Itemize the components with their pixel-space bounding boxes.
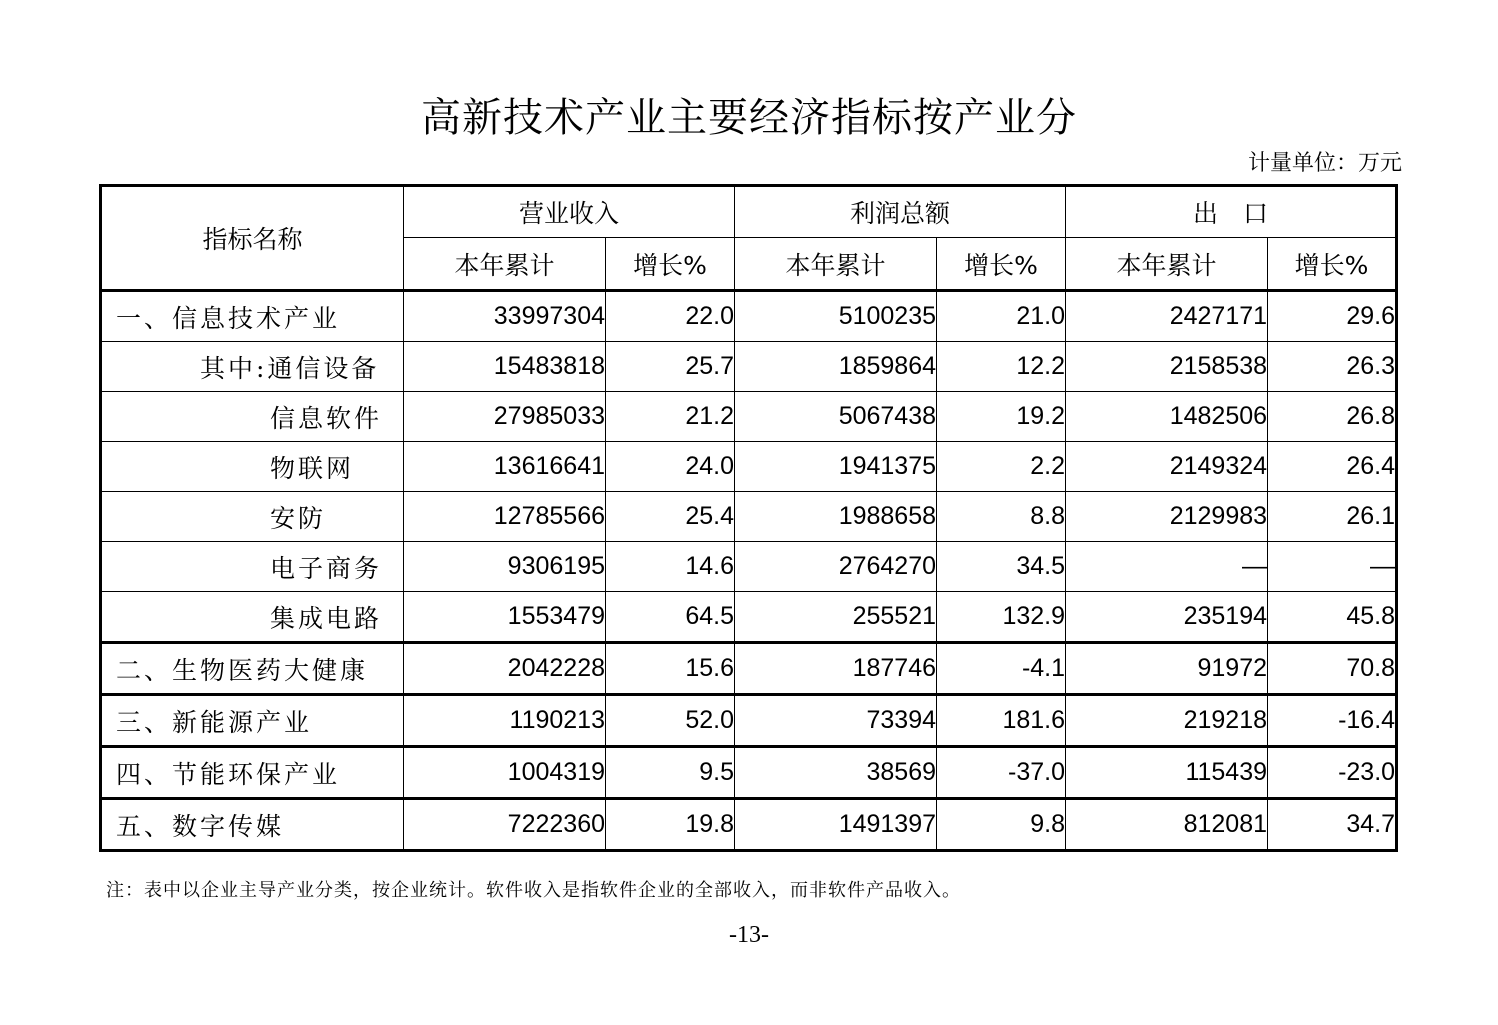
cell-export-ytd: 2427171 <box>1066 291 1268 342</box>
table-row <box>101 592 1397 643</box>
table-row <box>101 747 1397 799</box>
cell-profit-ytd: 5100235 <box>735 291 937 342</box>
cell-revenue-ytd: 12785566 <box>404 492 606 542</box>
cell-revenue-growth: 21.2 <box>606 392 735 442</box>
row-name: 集成电路 <box>101 592 404 643</box>
cell-profit-ytd: 187746 <box>735 643 937 695</box>
table-header <box>101 186 1397 291</box>
cell-export-growth: 26.4 <box>1268 442 1397 492</box>
cell-revenue-growth: 24.0 <box>606 442 735 492</box>
footnote: 注：表中以企业主导产业分类，按企业统计。软件收入是指软件企业的全部收入，而非软件产品收入。 <box>106 880 961 901</box>
cell-revenue-growth: 15.6 <box>606 643 735 695</box>
cell-export-ytd: 115439 <box>1066 747 1268 799</box>
cell-revenue-ytd: 2042228 <box>404 643 606 695</box>
cell-profit-growth: 21.0 <box>937 291 1066 342</box>
cell-profit-ytd: 1988658 <box>735 492 937 542</box>
cell-profit-ytd: 73394 <box>735 695 937 747</box>
table-row <box>101 695 1397 747</box>
cell-revenue-growth: 52.0 <box>606 695 735 747</box>
cell-revenue-growth: 14.6 <box>606 542 735 592</box>
cell-revenue-ytd: 27985033 <box>404 392 606 442</box>
cell-profit-ytd: 5067438 <box>735 392 937 442</box>
table-row <box>101 291 1397 342</box>
cell-export-growth: -23.0 <box>1268 747 1397 799</box>
cell-profit-ytd: 38569 <box>735 747 937 799</box>
cell-profit-growth: 132.9 <box>937 592 1066 643</box>
cell-export-growth: — <box>1268 542 1397 592</box>
sub-header-profit-growth: 增长% <box>937 238 1066 291</box>
cell-revenue-ytd: 33997304 <box>404 291 606 342</box>
table-body <box>101 291 1397 851</box>
table-row <box>101 643 1397 695</box>
row-name: 四、节能环保产业 <box>101 747 404 799</box>
cell-export-ytd: 812081 <box>1066 799 1268 851</box>
unit-label: 计量单位：万元 <box>1247 151 1402 176</box>
row-name: 二、生物医药大健康 <box>101 643 404 695</box>
sub-header-revenue-growth: 增长% <box>606 238 735 291</box>
cell-revenue-growth: 25.4 <box>606 492 735 542</box>
cell-revenue-ytd: 13616641 <box>404 442 606 492</box>
cell-revenue-ytd: 9306195 <box>404 542 606 592</box>
cell-profit-growth: -37.0 <box>937 747 1066 799</box>
table-row <box>101 542 1397 592</box>
cell-revenue-growth: 19.8 <box>606 799 735 851</box>
row-name: 信息软件 <box>101 392 404 442</box>
cell-export-ytd: 2149324 <box>1066 442 1268 492</box>
cell-export-growth: -16.4 <box>1268 695 1397 747</box>
cell-export-growth: 45.8 <box>1268 592 1397 643</box>
cell-revenue-ytd: 1004319 <box>404 747 606 799</box>
cell-profit-growth: -4.1 <box>937 643 1066 695</box>
table-row <box>101 799 1397 851</box>
cell-profit-ytd: 255521 <box>735 592 937 643</box>
cell-profit-growth: 12.2 <box>937 342 1066 392</box>
cell-profit-ytd: 1941375 <box>735 442 937 492</box>
cell-profit-ytd: 1491397 <box>735 799 937 851</box>
cell-profit-ytd: 2764270 <box>735 542 937 592</box>
cell-profit-growth: 34.5 <box>937 542 1066 592</box>
table-row <box>101 442 1397 492</box>
cell-revenue-ytd: 7222360 <box>404 799 606 851</box>
sub-header-export-ytd: 本年累计 <box>1066 238 1268 291</box>
cell-profit-growth: 9.8 <box>937 799 1066 851</box>
cell-export-growth: 26.1 <box>1268 492 1397 542</box>
sub-header-export-growth: 增长% <box>1268 238 1397 291</box>
cell-revenue-ytd: 15483818 <box>404 342 606 392</box>
row-name: 一、信息技术产业 <box>101 291 404 342</box>
table-row <box>101 342 1397 392</box>
table-row <box>101 392 1397 442</box>
row-name: 物联网 <box>101 442 404 492</box>
cell-revenue-growth: 9.5 <box>606 747 735 799</box>
group-header-profit: 利润总额 <box>735 186 1066 238</box>
sub-header-revenue-ytd: 本年累计 <box>404 238 606 291</box>
cell-revenue-ytd: 1553479 <box>404 592 606 643</box>
indicator-table <box>99 184 1398 852</box>
cell-export-growth: 26.3 <box>1268 342 1397 392</box>
cell-revenue-ytd: 1190213 <box>404 695 606 747</box>
cell-export-growth: 29.6 <box>1268 291 1397 342</box>
group-header-export: 出 口 <box>1066 186 1397 238</box>
cell-export-ytd: 91972 <box>1066 643 1268 695</box>
cell-profit-growth: 2.2 <box>937 442 1066 492</box>
cell-revenue-growth: 64.5 <box>606 592 735 643</box>
row-name: 安防 <box>101 492 404 542</box>
group-header-revenue: 营业收入 <box>404 186 735 238</box>
row-name: 三、新能源产业 <box>101 695 404 747</box>
cell-export-ytd: 2158538 <box>1066 342 1268 392</box>
row-name: 电子商务 <box>101 542 404 592</box>
cell-export-ytd: — <box>1066 542 1268 592</box>
cell-revenue-growth: 25.7 <box>606 342 735 392</box>
cell-profit-growth: 8.8 <box>937 492 1066 542</box>
column-header-name: 指标名称 <box>101 186 404 291</box>
cell-export-growth: 34.7 <box>1268 799 1397 851</box>
cell-export-ytd: 219218 <box>1066 695 1268 747</box>
page-number: -13- <box>729 922 769 948</box>
cell-export-ytd: 1482506 <box>1066 392 1268 442</box>
cell-export-ytd: 235194 <box>1066 592 1268 643</box>
cell-profit-growth: 19.2 <box>937 392 1066 442</box>
cell-export-growth: 26.8 <box>1268 392 1397 442</box>
table-row <box>101 492 1397 542</box>
page-title: 高新技术产业主要经济指标按产业分 <box>421 95 1077 141</box>
row-name: 其中:通信设备 <box>101 342 404 392</box>
row-name: 五、数字传媒 <box>101 799 404 851</box>
cell-revenue-growth: 22.0 <box>606 291 735 342</box>
cell-export-growth: 70.8 <box>1268 643 1397 695</box>
cell-profit-growth: 181.6 <box>937 695 1066 747</box>
sub-header-profit-ytd: 本年累计 <box>735 238 937 291</box>
cell-export-ytd: 2129983 <box>1066 492 1268 542</box>
cell-profit-ytd: 1859864 <box>735 342 937 392</box>
